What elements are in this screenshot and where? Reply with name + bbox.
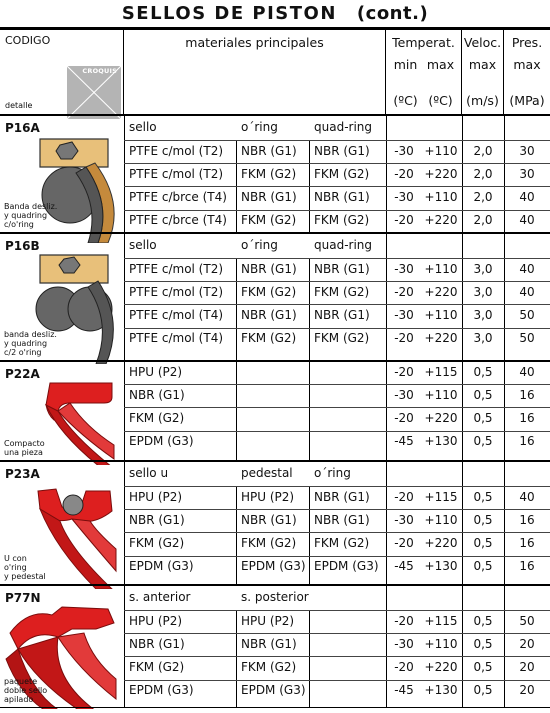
temp-max-cell: +220 xyxy=(424,166,458,181)
material-cell: FKM (G2) xyxy=(129,411,185,425)
material-subheader: sello u xyxy=(129,465,169,480)
material-cell: FKM (G2) xyxy=(129,536,185,550)
material-cell: PTFE c/mol (T2) xyxy=(129,261,224,276)
material-cell: EPDM (G3) xyxy=(314,559,379,574)
material-cell: HPU (P2) xyxy=(129,489,183,504)
description-line: c/o'ring xyxy=(4,220,34,229)
veloc-max-label: max xyxy=(468,57,497,72)
row-rule xyxy=(124,384,550,385)
croquis-placeholder xyxy=(67,66,121,119)
seal-description xyxy=(4,677,47,704)
temp-max-cell: +220 xyxy=(424,284,458,299)
material-cell: NBR (G1) xyxy=(241,512,297,527)
row-rule xyxy=(124,532,550,533)
speed-cell: 0,5 xyxy=(473,434,493,449)
speed-cell: 0,5 xyxy=(473,660,493,674)
seal-group-1 xyxy=(0,233,550,361)
temp-max-cell: +115 xyxy=(424,613,458,628)
temp-min-cell: -30 xyxy=(394,143,414,158)
seal-group-0 xyxy=(0,115,550,233)
temp-min-cell: -30 xyxy=(394,512,414,527)
pressure-cell: 20 xyxy=(519,636,535,651)
temp-label: Temperat. xyxy=(392,35,455,50)
material-cell: HPU (P2) xyxy=(241,489,295,504)
row-rule xyxy=(124,304,550,305)
row-rule xyxy=(124,656,550,657)
temp-min-cell: -20 xyxy=(394,489,414,504)
seal-description xyxy=(4,202,57,229)
description-line: Banda desliz. xyxy=(4,202,58,211)
material-cell: EPDM (G3) xyxy=(129,683,194,698)
material-cell: EPDM (G3) xyxy=(129,559,194,574)
material-cell: PTFE c/mol (T2) xyxy=(129,284,224,299)
pressure-cell: 30 xyxy=(519,143,535,158)
temp-min-cell: -45 xyxy=(394,434,414,449)
material-subheader: o´ring xyxy=(241,119,278,134)
material-subheader: quad-ring xyxy=(314,119,373,134)
material-cell: NBR (G1) xyxy=(129,636,185,651)
material-cell: FKM (G2) xyxy=(241,284,297,299)
p16a-seal-drawing xyxy=(0,133,120,247)
material-subheader: o´ring xyxy=(314,465,351,480)
material-cell: NBR (G1) xyxy=(314,143,370,158)
speed-cell: 0,5 xyxy=(473,536,493,550)
speed-cell: 0,5 xyxy=(473,636,493,651)
material-subheader: s. anterior xyxy=(129,589,191,604)
description-line: y quadring xyxy=(4,211,48,220)
pressure-cell: 16 xyxy=(519,536,535,550)
temp-min-cell: -45 xyxy=(394,559,414,574)
material-cell: NBR (G1) xyxy=(241,261,297,276)
pres-max-label: max xyxy=(513,57,541,72)
temp-min-cell: -30 xyxy=(394,190,414,204)
material-cell: FKM (G2) xyxy=(314,166,370,181)
temp-min-cell: -20 xyxy=(394,660,414,674)
speed-cell: 0,5 xyxy=(473,387,493,402)
temp-max-cell: +110 xyxy=(424,190,458,204)
column-divider xyxy=(124,361,125,461)
temp-max-cell: +130 xyxy=(424,559,458,574)
speed-cell: 0,5 xyxy=(473,613,493,628)
material-cell: PTFE c/mol (T4) xyxy=(129,308,224,322)
row-rule xyxy=(124,407,550,408)
speed-cell: 0,5 xyxy=(473,559,493,574)
material-cell: FKM (G2) xyxy=(241,213,297,228)
pressure-cell: 40 xyxy=(519,261,535,276)
temp-max-cell: +220 xyxy=(424,213,458,228)
material-cell: EPDM (G3) xyxy=(129,434,194,449)
pressure-cell: 16 xyxy=(519,512,535,527)
material-subheader: sello xyxy=(129,119,157,134)
material-cell: NBR (G1) xyxy=(241,143,297,158)
seal-group-3 xyxy=(0,461,550,585)
temp-max-cell: +110 xyxy=(424,512,458,527)
temp-min-cell: -30 xyxy=(394,387,414,402)
row-rule xyxy=(124,281,550,282)
seal-code: P22A xyxy=(5,367,40,381)
row-rule xyxy=(124,163,550,164)
speed-cell: 0,5 xyxy=(473,512,493,527)
material-cell: HPU (P2) xyxy=(129,364,183,379)
seal-code: P23A xyxy=(5,467,40,481)
row-rule xyxy=(124,210,550,211)
column-divider xyxy=(124,585,125,708)
pressure-cell: 50 xyxy=(519,331,535,346)
description-line: y quadring xyxy=(4,339,48,348)
seal-code: P16A xyxy=(5,121,40,135)
row-rule xyxy=(124,186,550,187)
material-subheader: pedestal xyxy=(241,465,293,480)
temp-min-cell: -20 xyxy=(394,613,414,628)
description-line: doble sello xyxy=(4,686,48,695)
description-line: paquete xyxy=(4,677,38,686)
temp-max-cell: +220 xyxy=(424,536,458,550)
temp-min-label: min xyxy=(393,57,418,72)
temp-max-cell: +110 xyxy=(424,636,458,651)
column-divider xyxy=(124,461,125,585)
material-cell: FKM (G2) xyxy=(314,536,370,550)
group-separator xyxy=(0,584,550,586)
seal-description xyxy=(4,439,45,457)
material-cell: NBR (G1) xyxy=(241,308,297,322)
material-cell: NBR (G1) xyxy=(314,190,370,204)
pressure-cell: 20 xyxy=(519,683,535,698)
material-cell: PTFE c/mol (T2) xyxy=(129,166,224,181)
temp-min-cell: -20 xyxy=(394,536,414,550)
material-cell: PTFE c/mol (T2) xyxy=(129,143,224,158)
material-cell: PTFE c/brce (T4) xyxy=(129,190,227,204)
description-line: c/2 o'ring xyxy=(4,348,42,357)
temp-max-cell: +110 xyxy=(424,387,458,402)
temp-min-unit: (ºC) xyxy=(393,93,418,108)
material-cell: NBR (G1) xyxy=(129,387,185,402)
row-rule xyxy=(124,431,550,432)
pressure-cell: 40 xyxy=(519,213,535,228)
speed-cell: 0,5 xyxy=(473,364,493,379)
description-line: Compacto xyxy=(4,439,45,448)
seal-description xyxy=(4,554,46,581)
speed-cell: 2,0 xyxy=(473,190,493,204)
material-cell: NBR (G1) xyxy=(314,489,370,504)
group-separator xyxy=(0,232,550,234)
material-cell: HPU (P2) xyxy=(241,613,295,628)
material-cell: NBR (G1) xyxy=(314,308,370,322)
temp-min-cell: -20 xyxy=(394,284,414,299)
subheader-rule xyxy=(124,258,550,259)
pressure-cell: 50 xyxy=(519,308,535,322)
subheader-rule xyxy=(124,486,550,487)
group-separator xyxy=(0,114,550,116)
codigo-label: CODIGO xyxy=(5,34,51,47)
column-divider xyxy=(309,486,310,585)
material-cell: PTFE c/brce (T4) xyxy=(129,213,227,228)
subheader-rule xyxy=(124,140,550,141)
material-cell: FKM (G2) xyxy=(241,536,297,550)
temp-max-cell: +115 xyxy=(424,364,458,379)
material-cell: HPU (P2) xyxy=(129,613,183,628)
temp-min-cell: -20 xyxy=(394,166,414,181)
row-rule xyxy=(124,680,550,681)
speed-cell: 3,0 xyxy=(473,308,493,322)
pressure-cell: 40 xyxy=(519,489,535,504)
description-line: U con xyxy=(4,554,27,563)
row-rule xyxy=(124,328,550,329)
speed-cell: 3,0 xyxy=(473,261,493,276)
material-cell: NBR (G1) xyxy=(241,636,297,651)
row-rule xyxy=(124,633,550,634)
temp-max-cell: +110 xyxy=(424,261,458,276)
material-cell: EPDM (G3) xyxy=(241,559,306,574)
description-line: y pedestal xyxy=(4,572,46,581)
page-title xyxy=(0,3,550,24)
speed-cell: 3,0 xyxy=(473,284,493,299)
material-cell: FKM (G2) xyxy=(314,284,370,299)
column-divider xyxy=(124,233,125,361)
material-cell: FKM (G2) xyxy=(314,331,370,346)
column-divider xyxy=(236,361,237,461)
header-materiales xyxy=(124,30,386,115)
temp-min-cell: -45 xyxy=(394,683,414,698)
material-cell: NBR (G1) xyxy=(129,512,185,527)
pressure-cell: 16 xyxy=(519,559,535,574)
title-text: SELLOS DE PISTON xyxy=(121,3,337,24)
column-divider xyxy=(236,258,237,361)
description-line: apilado xyxy=(4,695,34,704)
column-divider xyxy=(236,610,237,708)
speed-cell: 2,0 xyxy=(473,143,493,158)
header-presion xyxy=(504,30,550,115)
pres-label: Pres. xyxy=(511,35,543,50)
temp-max-cell: +220 xyxy=(424,411,458,425)
material-cell: FKM (G2) xyxy=(314,213,370,228)
pressure-cell: 16 xyxy=(519,434,535,449)
temp-max-cell: +110 xyxy=(424,308,458,322)
speed-cell: 2,0 xyxy=(473,166,493,181)
speed-cell: 3,0 xyxy=(473,331,493,346)
material-cell: FKM (G2) xyxy=(241,660,297,674)
temp-max-cell: +220 xyxy=(424,660,458,674)
temp-min-cell: -20 xyxy=(394,411,414,425)
detalle-label: detalle xyxy=(5,101,33,110)
material-subheader: quad-ring xyxy=(314,237,373,252)
description-line: una pieza xyxy=(4,448,43,457)
seal-group-4 xyxy=(0,585,550,708)
pressure-cell: 30 xyxy=(519,166,535,181)
description-line: o'ring xyxy=(4,563,27,572)
seal-description xyxy=(4,330,57,357)
pressure-cell: 40 xyxy=(519,284,535,299)
temp-min-cell: -30 xyxy=(394,261,414,276)
temp-max-cell: +220 xyxy=(424,331,458,346)
temp-max-cell: +115 xyxy=(424,489,458,504)
pressure-cell: 50 xyxy=(519,613,535,628)
column-divider xyxy=(309,361,310,461)
speed-cell: 0,5 xyxy=(473,411,493,425)
column-divider xyxy=(236,486,237,585)
speed-cell: 0,5 xyxy=(473,489,493,504)
veloc-unit: (m/s) xyxy=(466,93,499,108)
pressure-cell: 16 xyxy=(519,387,535,402)
group-separator xyxy=(0,460,550,462)
pressure-cell: 16 xyxy=(519,411,535,425)
column-divider xyxy=(124,115,125,233)
column-divider xyxy=(309,610,310,708)
temp-max-cell: +110 xyxy=(424,143,458,158)
temp-max-cell: +130 xyxy=(424,434,458,449)
material-cell: NBR (G1) xyxy=(314,261,370,276)
material-cell: PTFE c/mol (T4) xyxy=(129,331,224,346)
materiales-label: materiales principales xyxy=(185,35,324,50)
header-velocidad xyxy=(462,30,504,115)
row-rule xyxy=(124,556,550,557)
description-line: banda desliz. xyxy=(4,330,57,339)
group-separator xyxy=(0,360,550,362)
material-subheader: s. posterior xyxy=(241,589,309,604)
material-cell: FKM (G2) xyxy=(241,331,297,346)
temp-min-cell: -20 xyxy=(394,331,414,346)
seal-code: P77N xyxy=(5,591,41,605)
row-rule xyxy=(124,509,550,510)
pressure-cell: 20 xyxy=(519,660,535,674)
temp-min-cell: -30 xyxy=(394,636,414,651)
croquis-label: CROQUIS xyxy=(82,67,117,75)
seal-code: P16B xyxy=(5,239,40,253)
material-cell: NBR (G1) xyxy=(241,190,297,204)
header-temperatura xyxy=(386,30,462,115)
temp-max-cell: +130 xyxy=(424,683,458,698)
material-subheader: sello xyxy=(129,237,157,252)
pressure-cell: 40 xyxy=(519,364,535,379)
temp-max-label: max xyxy=(426,57,455,72)
temp-max-unit: (ºC) xyxy=(428,93,453,108)
title-cont: (cont.) xyxy=(356,3,429,24)
material-cell: EPDM (G3) xyxy=(241,683,306,698)
material-cell: FKM (G2) xyxy=(129,660,185,674)
material-cell: NBR (G1) xyxy=(314,512,370,527)
header-codigo xyxy=(0,30,124,115)
temp-min-cell: -30 xyxy=(394,308,414,322)
temp-min-cell: -20 xyxy=(394,213,414,228)
material-subheader: o´ring xyxy=(241,237,278,252)
column-divider xyxy=(309,258,310,361)
speed-cell: 2,0 xyxy=(473,213,493,228)
subheader-rule xyxy=(124,610,550,611)
pres-unit: (MPa) xyxy=(509,93,545,108)
material-cell: FKM (G2) xyxy=(241,166,297,181)
seal-group-2 xyxy=(0,361,550,461)
veloc-label: Veloc. xyxy=(463,35,502,50)
temp-min-cell: -20 xyxy=(394,364,414,379)
pressure-cell: 40 xyxy=(519,190,535,204)
speed-cell: 0,5 xyxy=(473,683,493,698)
